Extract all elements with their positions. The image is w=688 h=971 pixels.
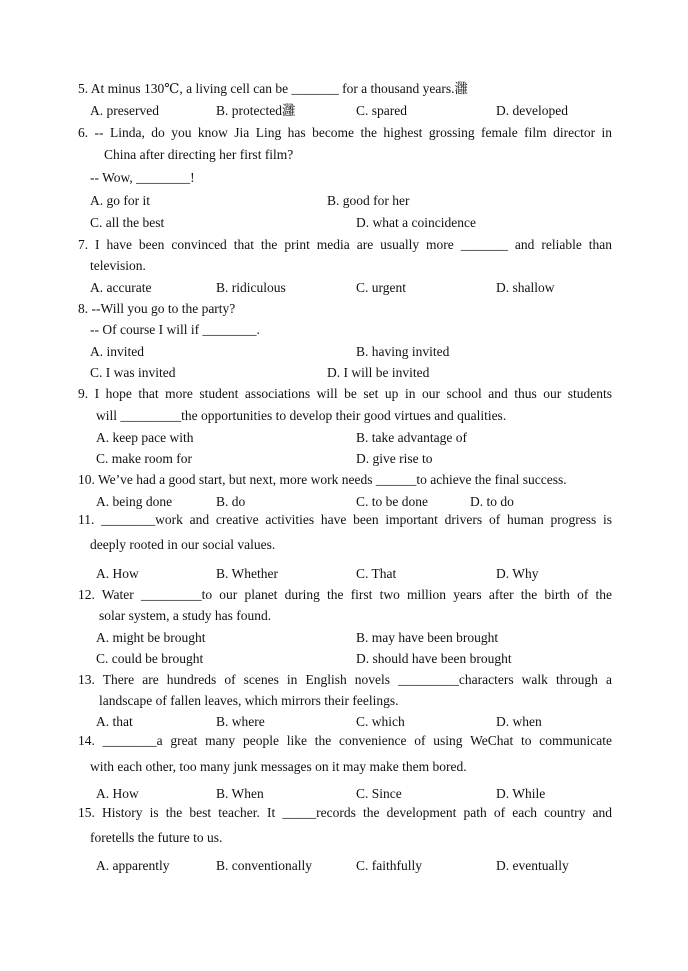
question-12-line-1: 12. Water _________to our planet during the first two million years after the birth of the [78, 587, 612, 602]
question-7-option-a[interactable]: A. accurate [90, 280, 152, 295]
question-15-line-1: 15. History is the best teacher. It _____records the development path of each country and [78, 805, 612, 820]
question-8-option-d[interactable]: D. I will be invited [327, 365, 430, 380]
question-13-option-a[interactable]: A. that [96, 714, 133, 729]
question-8-option-b[interactable]: B. having invited [356, 344, 450, 359]
question-6-option-c[interactable]: C. all the best [90, 215, 165, 230]
question-13-option-c[interactable]: C. which [356, 714, 405, 729]
question-5-option-c[interactable]: C. spared [356, 103, 407, 118]
question-10-option-c[interactable]: C. to be done [356, 494, 428, 509]
question-9-option-d[interactable]: D. give rise to [356, 451, 433, 466]
question-7-option-c[interactable]: C. urgent [356, 280, 406, 295]
question-13-line-1: 13. There are hundreds of scenes in English novels _________characters walk through a [78, 672, 612, 687]
question-12-option-d[interactable]: D. should have been brought [356, 651, 512, 666]
question-13-option-d[interactable]: D. when [496, 714, 542, 729]
question-11-option-d[interactable]: D. Why [496, 566, 539, 581]
question-13-option-b[interactable]: B. where [216, 714, 265, 729]
question-6-option-b[interactable]: B. good for her [327, 193, 410, 208]
question-6-line-2: China after directing her first film? [104, 147, 294, 162]
question-5-option-b[interactable]: B. protected灉 [216, 103, 296, 118]
question-10-option-b[interactable]: B. do [216, 494, 246, 509]
question-7-line-2: television. [90, 258, 146, 273]
question-6-line-1: 6. -- Linda, do you know Jia Ling has become the highest grossing female film director in [78, 125, 612, 140]
question-6-option-d[interactable]: D. what a coincidence [356, 215, 476, 230]
question-9-option-b[interactable]: B. take advantage of [356, 430, 467, 445]
question-14-line-1: 14. ________a great many people like the convenience of using WeChat to communicate [78, 733, 612, 748]
question-15-option-d[interactable]: D. eventually [496, 858, 569, 873]
question-8-line-2: -- Of course I will if ________. [90, 322, 260, 337]
question-14-option-b[interactable]: B. When [216, 786, 264, 801]
question-12-option-b[interactable]: B. may have been brought [356, 630, 499, 645]
question-14-option-d[interactable]: D. While [496, 786, 546, 801]
question-8-option-c[interactable]: C. I was invited [90, 365, 176, 380]
question-12-option-c[interactable]: C. could be brought [96, 651, 204, 666]
question-7-option-b[interactable]: B. ridiculous [216, 280, 286, 295]
question-6-option-a[interactable]: A. go for it [90, 193, 150, 208]
question-10-option-d[interactable]: D. to do [470, 494, 514, 509]
question-11-option-b[interactable]: B. Whether [216, 566, 278, 581]
question-5-line-1: 5. At minus 130℃, a living cell can be _______ for a thousand years.灉 [78, 81, 469, 96]
question-10-option-a[interactable]: A. being done [96, 494, 173, 509]
question-15-option-c[interactable]: C. faithfully [356, 858, 422, 873]
question-15-line-2: foretells the future to us. [90, 830, 223, 845]
question-15-option-a[interactable]: A. apparently [96, 858, 170, 873]
question-11-option-a[interactable]: A. How [96, 566, 139, 581]
question-9-option-a[interactable]: A. keep pace with [96, 430, 194, 445]
question-7-option-d[interactable]: D. shallow [496, 280, 555, 295]
question-12-line-2: solar system, a study has found. [99, 608, 272, 623]
question-10-line-1: 10. We’ve had a good start, but next, more work needs ______to achieve the final success. [78, 472, 567, 487]
question-11-line-1: 11. ________work and creative activities have been important drivers of human progress is [78, 512, 612, 527]
question-11-line-2: deeply rooted in our social values. [90, 537, 276, 552]
question-6-line-3: -- Wow, ________! [90, 170, 195, 185]
question-11-option-c[interactable]: C. That [356, 566, 397, 581]
question-7-line-1: 7. I have been convinced that the print media are usually more _______ and reliable than [78, 237, 612, 252]
question-5-option-a[interactable]: A. preserved [90, 103, 159, 118]
question-12-option-a[interactable]: A. might be brought [96, 630, 206, 645]
question-5-option-d[interactable]: D. developed [496, 103, 568, 118]
question-13-line-2: landscape of fallen leaves, which mirrors their feelings. [99, 693, 399, 708]
question-14-option-a[interactable]: A. How [96, 786, 139, 801]
question-8-option-a[interactable]: A. invited [90, 344, 144, 359]
question-9-option-c[interactable]: C. make room for [96, 451, 192, 466]
question-15-option-b[interactable]: B. conventionally [216, 858, 312, 873]
question-9-line-2: will _________the opportunities to develop their good virtues and qualities. [96, 408, 507, 423]
question-8-line-1: 8. --Will you go to the party? [78, 301, 236, 316]
question-14-line-2: with each other, too many junk messages on it may make them bored. [90, 759, 467, 774]
question-14-option-c[interactable]: C. Since [356, 786, 402, 801]
question-9-line-1: 9. I hope that more student associations will be set up in our school and thus our students [78, 386, 612, 401]
